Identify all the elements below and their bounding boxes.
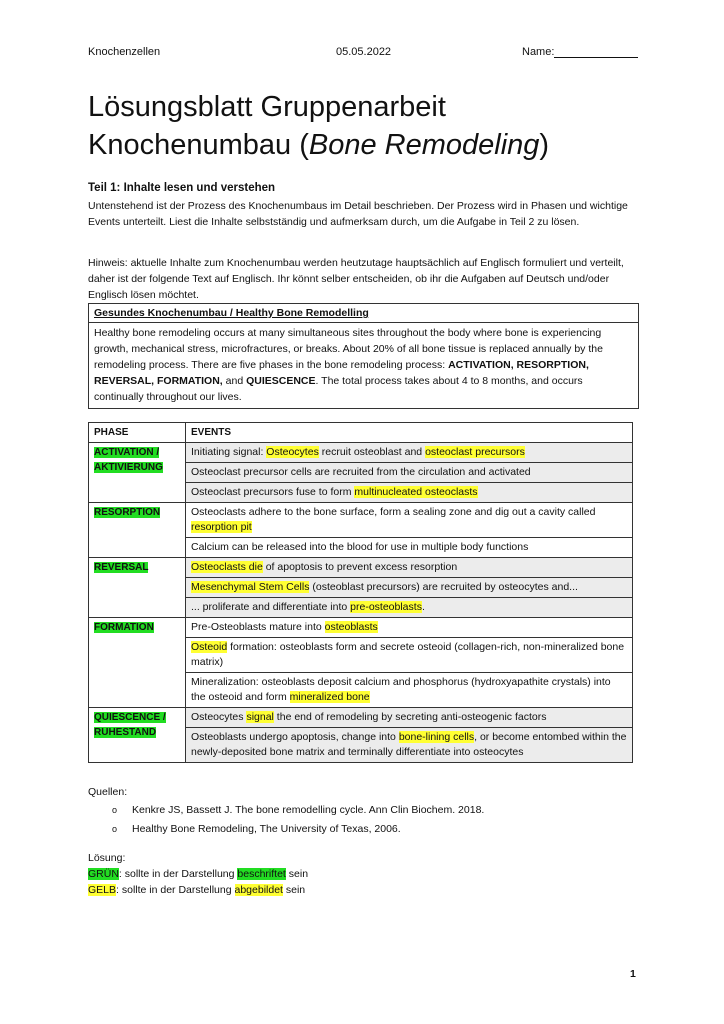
page-title [88,88,648,164]
source-text: Healthy Bone Remodeling, The University of Texas, 2006. [132,823,401,835]
header-left: Knochenzellen [88,46,161,58]
sources-list [112,801,484,839]
header-name-label: Name: [522,46,555,58]
event-cell: Osteoclast precursor cells are recruited from the circulation and activated [186,463,633,483]
green-highlight: beschriftet [237,868,286,880]
event-cell [186,503,633,538]
yellow-highlight: multinucleated osteoclasts [354,486,478,498]
yellow-highlight: Osteoclasts die [191,561,263,573]
header-name-field [522,46,638,58]
event-cell [186,558,633,578]
event-cell [186,728,633,763]
title-line-1: Lösungsblatt Gruppenarbeit [88,91,446,123]
event-text: the end of remodeling by secreting anti-osteogenic factors [273,711,547,723]
event-cell [186,598,633,618]
bullet-icon: o [112,805,118,815]
yellow-highlight: pre-osteoblasts [350,601,422,613]
event-text: of apoptosis to prevent excess resorption [262,561,458,573]
yellow-highlight: GELB [88,884,117,896]
event-text: Osteoblasts undergo apoptosis, change into [191,731,399,743]
yellow-highlight: osteoclast precursors [425,446,525,458]
event-cell [186,483,633,503]
table-row [89,708,633,728]
event-text: recruit osteoblast and [318,446,426,458]
table-header-row [89,423,633,443]
yellow-highlight: resorption pit [191,521,252,533]
legend-text: sein [282,884,306,896]
event-cell [186,578,633,598]
event-text: Pre-Osteoblasts mature into [191,621,325,633]
solution-legend [88,850,308,898]
event-cell [186,708,633,728]
yellow-highlight: mineralized bone [289,691,370,703]
yellow-highlight: Mesenchymal Stem Cells [191,581,310,593]
info-box [88,303,639,409]
sources-heading: Quellen: [88,786,128,798]
event-text: Mineralization: osteoblasts deposit calcium and phosphorus (hydroxyapathite crystals) into the osteoid and form [191,676,611,703]
legend-green [88,866,308,882]
bullet-icon: o [112,824,118,834]
event-text: Initiating signal: [191,446,267,458]
legend-text: : sollte in der Darstellung [116,884,235,896]
event-text: Osteoclast precursors fuse to form [191,486,355,498]
phases-table [88,422,633,763]
phase-formation [89,618,186,708]
solution-heading: Lösung: [88,852,126,864]
event-text: formation: osteoblasts form and secrete osteoid (collagen-rich, non-mineralized bone matrix) [191,641,625,668]
yellow-highlight: signal [246,711,274,723]
col-header-events: EVENTS [186,423,633,443]
phase-label: FORMATION [94,622,154,633]
yellow-highlight: Osteocytes [266,446,319,458]
info-quiescence-bold: QUIESCENCE [246,375,316,387]
table-row [89,503,633,538]
event-cell [186,618,633,638]
list-item [112,820,484,839]
event-text: , or become entombed within the newly-deposited bone matrix and terminally differentiate into osteocytes [191,731,627,758]
part1-note: Hinweis: aktuelle Inhalte zum Knochenumbau werden heutzutage hauptsächlich auf Englisch formuliert und verteilt, daher ist der folgende Text auf Englisch. Ihr könnt selber entscheiden, ob ihr die Aufgaben auf Deutsch und/oder Englisch lösen möchtet. [88,257,624,301]
yellow-highlight: abgebildet [234,884,283,896]
page-number: 1 [630,968,636,980]
event-text: (osteoblast precursors) are recruited by osteocytes and... [309,581,578,593]
phase-quiescence [89,708,186,763]
title-line-2-plain: Knochenumbau ( [88,129,309,161]
phase-activation [89,443,186,503]
event-text: ... proliferate and differentiate into [191,601,351,613]
source-text: Kenkre JS, Bassett J. The bone remodelling cycle. Ann Clin Biochem. 2018. [132,804,485,816]
phase-label: QUIESCENCE / RUHESTAND [94,712,166,738]
event-text: Osteocytes [191,711,247,723]
info-body-text: Healthy bone remodeling occurs at many simultaneous sites throughout the body where bone is experiencing growth, mechanical stress, microfractures, or breaks. About 20% of all bone tissue is replaced annually by the remodeling process. There are five phases in the bone remodeling process: [94,327,603,371]
name-blank-line [554,47,638,58]
phase-label: RESORPTION [94,507,161,518]
list-item [112,801,484,820]
yellow-highlight: osteoblasts [324,621,378,633]
phase-resorption [89,503,186,558]
table-row [89,443,633,463]
phase-reversal [89,558,186,618]
legend-text: sein [285,868,309,880]
col-header-phase: PHASE [89,423,186,443]
title-line-2-italic: Bone Remodeling [308,129,540,161]
green-highlight: GRÜN [88,868,119,880]
info-and: and [222,375,247,387]
event-text: . [421,601,425,613]
event-cell [186,673,633,708]
yellow-highlight: bone-lining cells [398,731,475,743]
phase-label: ACTIVATION / AKTIVIERUNG [94,447,163,473]
header-date: 05.05.2022 [336,46,392,58]
event-cell [186,443,633,463]
table-row [89,558,633,578]
yellow-highlight: Osteoid [191,641,228,653]
title-line-2 [88,126,648,164]
part1-heading: Teil 1: Inhalte lesen und verstehen [88,182,276,194]
table-row [89,618,633,638]
info-phases-bold: ACTIVATION, RESORPTION, REVERSAL, FORMATION, [94,359,589,387]
event-cell [186,638,633,673]
part1-intro: Untenstehend ist der Prozess des Knochenumbaus im Detail beschrieben. Der Prozess wird in Phasen und wichtige Events unterteilt. Liest die Inhalte selbstständig und aufmerksam durch, um die Aufgabe in Teil 2 zu lösen. [88,200,628,228]
phase-label: REVERSAL [94,562,149,573]
event-text: Osteoclasts adhere to the bone surface, form a sealing zone and dig out a cavity called [191,506,596,518]
event-cell: Calcium can be released into the blood for use in multiple body functions [186,538,633,558]
info-box-body [89,323,638,408]
legend-yellow [88,882,308,898]
legend-text: : sollte in der Darstellung [118,868,238,880]
info-box-title: Gesundes Knochenumbau / Healthy Bone Remodelling [89,304,638,323]
info-body-end: . The total process takes about 4 to 8 months, and occurs continually throughout our lives. [94,375,583,403]
title-line-2-end: ) [539,129,550,161]
